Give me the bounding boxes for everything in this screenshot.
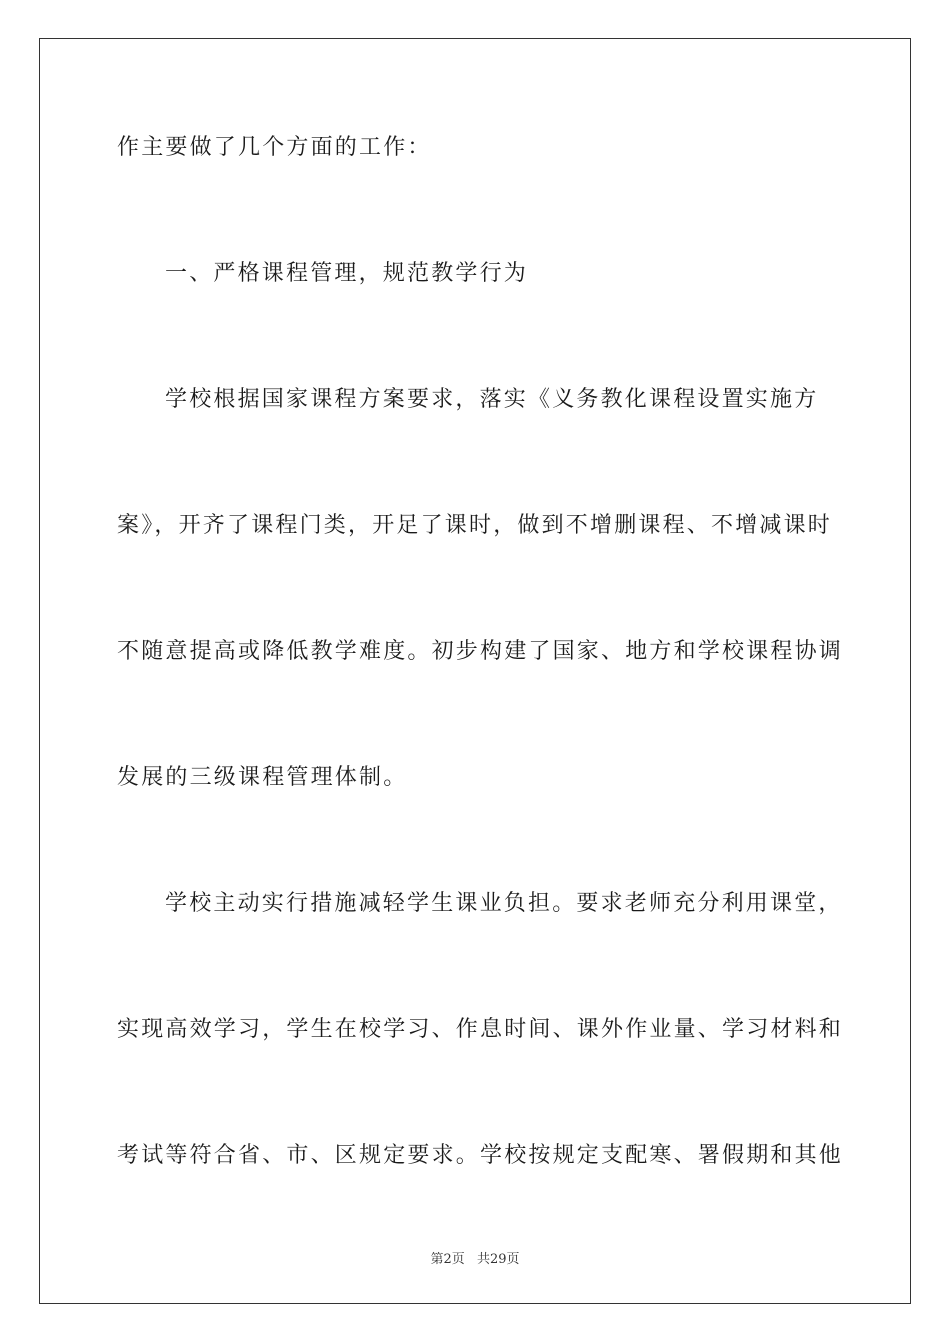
page-total: 共29页 bbox=[476, 1252, 520, 1267]
page-footer bbox=[0, 1248, 950, 1267]
paragraph-line: 发展的三级课程管理体制。 bbox=[117, 765, 408, 790]
paragraph-line: 不随意提高或降低教学难度。初步构建了国家、地方和学校课程协调 bbox=[117, 639, 844, 664]
page-number: 第2页 bbox=[430, 1252, 465, 1267]
paragraph-line: 考试等符合省、市、区规定要求。学校按规定支配寒、署假期和其他 bbox=[117, 1143, 844, 1168]
paragraph-line: 作主要做了几个方面的工作： bbox=[117, 135, 432, 160]
paragraph-line: 学校主动实行措施减轻学生课业负担。要求老师充分利用课堂， bbox=[165, 891, 843, 916]
paragraph-line: 案》，开齐了课程门类，开足了课时，做到不增删课程、不增减课时 bbox=[117, 513, 833, 538]
document-body bbox=[117, 126, 844, 1260]
paragraph-line: 学校根据国家课程方案要求，落实《义务教化课程设置实施方 bbox=[165, 387, 819, 412]
section-heading: 一、严格课程管理，规范教学行为 bbox=[165, 261, 529, 286]
paragraph-line: 实现高效学习，学生在校学习、作息时间、课外作业量、学习材料和 bbox=[117, 1017, 844, 1042]
